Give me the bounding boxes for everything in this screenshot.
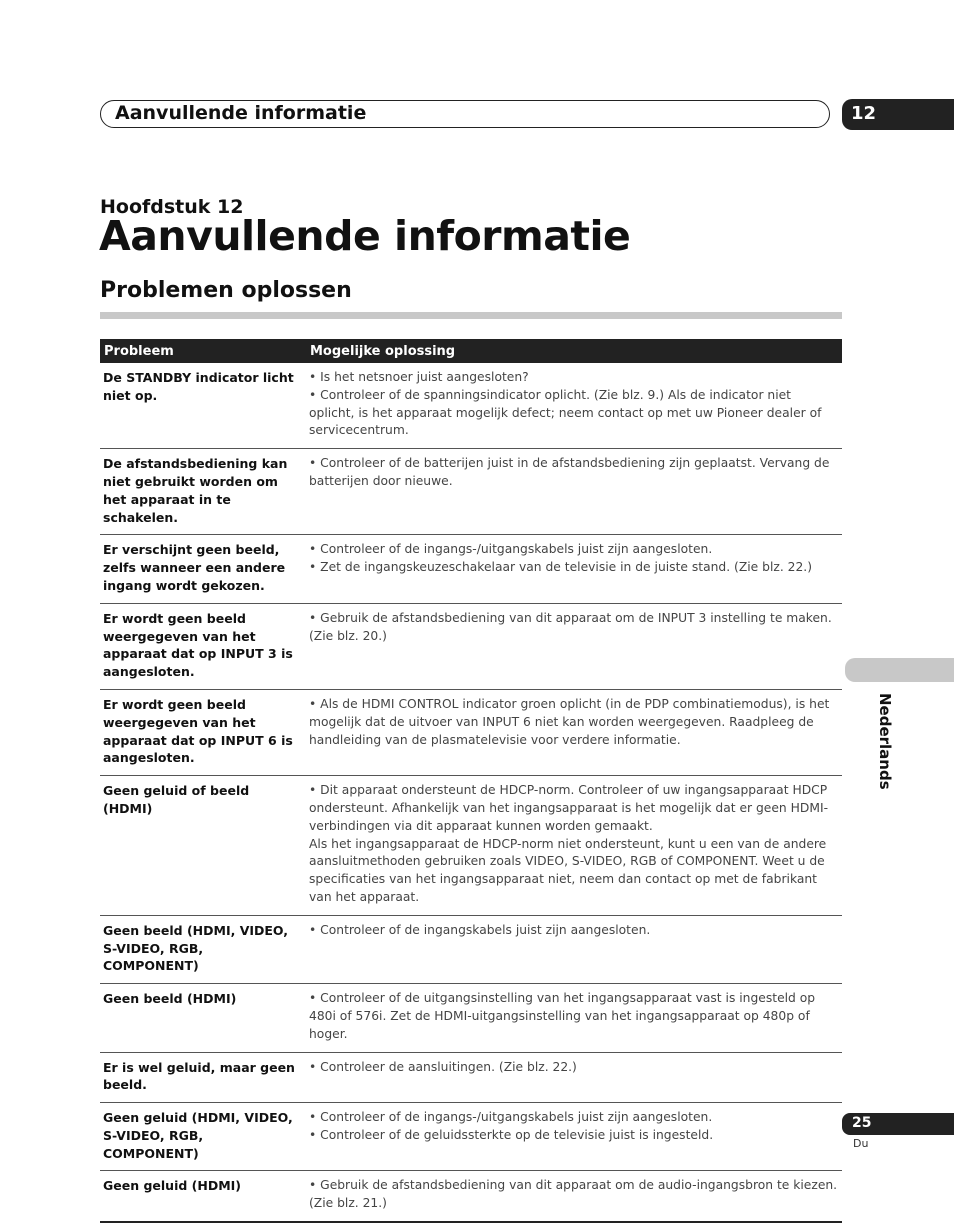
table-header-row <box>100 339 842 363</box>
page-number-badge: 25 <box>842 1113 954 1135</box>
section-title: Problemen oplossen <box>100 278 352 303</box>
problem-cell: Geen geluid of beeld (HDMI) <box>100 776 306 916</box>
solution-cell <box>306 1171 842 1221</box>
solution-line: • Controleer of de ingangs-/uitgangskabels juist zijn aangesloten. <box>309 1110 713 1125</box>
language-side-tab <box>845 658 954 682</box>
solution-line: • Gebruik de afstandsbediening van dit apparaat om de INPUT 3 instelling te maken. (Zie blz. 20.) <box>309 610 832 643</box>
solution-line: • Controleer de aansluitingen. (Zie blz. 22.) <box>309 1059 577 1074</box>
page-title: Aanvullende informatie <box>99 212 631 260</box>
solution-line: • Controleer of de spanningsindicator oplicht. (Zie blz. 9.) Als de indicator niet oplicht, is het apparaat mogelijk defect; neem contact op met uw Pioneer dealer of servicecentrum. <box>309 387 822 438</box>
solution-line: • Controleer of de batterijen juist in de afstandsbediening zijn geplaatst. Vervang de batterijen door nieuwe. <box>309 456 830 488</box>
solution-line: • Zet de ingangskeuzeschakelaar van de televisie in de juiste stand. (Zie blz. 22.) <box>309 560 813 575</box>
table-row <box>100 915 842 983</box>
chapter-label: Hoofdstuk 12 <box>100 196 244 218</box>
table-body <box>100 363 842 1221</box>
table-row <box>100 1103 842 1171</box>
column-header-solution: Mogelijke oplossing <box>306 339 842 363</box>
solution-line: Als het ingangsapparaat de HDCP-norm niet ondersteunt, kunt u een van de andere aansluitmethoden gebruiken zoals VIDEO, S-VIDEO, RGB of COMPONENT. Weet u de specificaties van het ingangsapparaat niet, neem dan contact op met de fabrikant van het apparaat. <box>309 836 827 904</box>
problem-cell: Geen beeld (HDMI) <box>100 984 306 1052</box>
solution-cell <box>306 776 842 916</box>
table-row <box>100 776 842 916</box>
solution-line: • Controleer of de ingangs-/uitgangskabels juist zijn aangesloten. <box>309 542 713 557</box>
table-row <box>100 1052 842 1103</box>
problem-cell: Geen geluid (HDMI) <box>100 1171 306 1221</box>
table-row <box>100 535 842 603</box>
solution-line: • Gebruik de afstandsbediening van dit apparaat om de audio-ingangsbron te kiezen. (Zie blz. 21.) <box>309 1178 838 1211</box>
solution-cell <box>306 535 842 603</box>
solution-line: • Controleer of de ingangskabels juist zijn aangesloten. <box>309 922 651 937</box>
solution-cell <box>306 915 842 983</box>
solution-line: • Controleer of de uitgangsinstelling van het ingangsapparaat vast is ingesteld op 480i of 576i. Zet de HDMI-uitgangsinstelling van het ingangsapparaat op 480p of hoger. <box>309 991 816 1041</box>
running-header-title: Aanvullende informatie <box>115 102 367 124</box>
problem-cell: Geen beeld (HDMI, VIDEO, S-VIDEO, RGB, COMPONENT) <box>100 915 306 983</box>
table-row <box>100 363 842 449</box>
troubleshooting-table-wrapper <box>100 339 842 1223</box>
problem-cell: Er wordt geen beeld weergegeven van het apparaat dat op INPUT 3 is aangesloten. <box>100 603 306 689</box>
solution-cell <box>306 1103 842 1171</box>
solution-cell <box>306 984 842 1052</box>
column-header-problem: Probleem <box>100 339 306 363</box>
table-row <box>100 984 842 1052</box>
troubleshooting-table <box>100 339 842 1221</box>
solution-cell <box>306 363 842 449</box>
section-divider <box>100 312 842 319</box>
problem-cell: Er wordt geen beeld weergegeven van het apparaat dat op INPUT 6 is aangesloten. <box>100 689 306 775</box>
problem-cell: Er verschijnt geen beeld, zelfs wanneer een andere ingang wordt gekozen. <box>100 535 306 603</box>
problem-cell: De STANDBY indicator licht niet op. <box>103 370 294 403</box>
solution-line: • Als de HDMI CONTROL indicator groen oplicht (in de PDP combinatiemodus), is het mogelijk dat de uitvoer van INPUT 6 niet kan worden weergegeven. Raadpleeg de handleiding van de plasmatelevisie voor verdere informatie. <box>309 696 830 747</box>
chapter-number-badge: 12 <box>842 99 954 130</box>
language-label: Nederlands <box>876 693 894 790</box>
problem-cell: Geen geluid (HDMI, VIDEO, S-VIDEO, RGB, COMPONENT) <box>100 1103 306 1171</box>
table-row <box>100 1171 842 1221</box>
solution-cell <box>306 1052 842 1103</box>
solution-line: • Dit apparaat ondersteunt de HDCP-norm. Controleer of uw ingangsapparaat HDCP ondersteunt. Afhankelijk van het ingangsapparaat is het mogelijk dat er geen HDMI-verbindingen via dit apparaat kunnen worden gemaakt. <box>309 783 829 833</box>
page-language-code: Du <box>853 1137 869 1150</box>
solution-cell <box>306 689 842 775</box>
problem-cell: Er is wel geluid, maar geen beeld. <box>100 1052 306 1103</box>
table-row <box>100 689 842 775</box>
table-row <box>100 449 842 535</box>
table-row <box>100 603 842 689</box>
solution-cell <box>306 449 842 535</box>
solution-cell <box>306 603 842 689</box>
solution-line: • Is het netsnoer juist aangesloten? <box>309 370 529 384</box>
problem-cell: De afstandsbediening kan niet gebruikt worden om het apparaat in te schakelen. <box>100 449 306 535</box>
solution-line: • Controleer of de geluidssterkte op de televisie juist is ingesteld. <box>309 1127 714 1142</box>
